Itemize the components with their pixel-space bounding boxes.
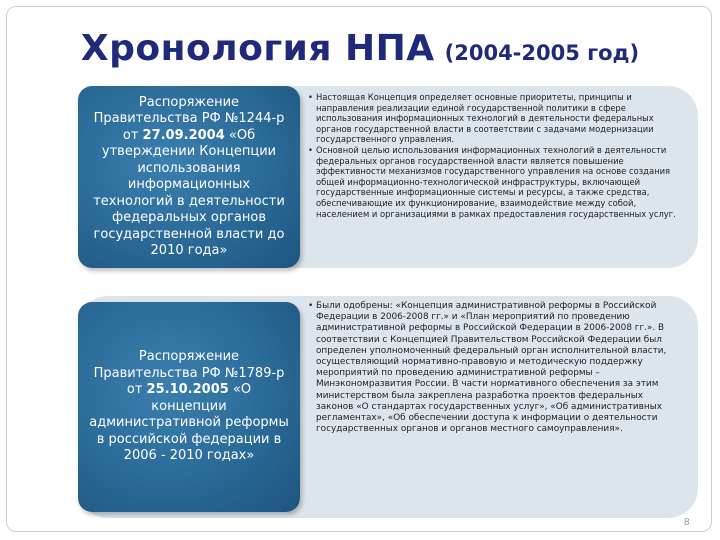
page-number: 8 [684, 517, 690, 528]
bullet-icon: • [308, 144, 313, 155]
bullet-item: • Были одобрены: «Концепция административной реформы в Российской Федерации в 2006-2008 гг.» и «План мероприятий по проведению административной реформы в Российской Федерации в 2006-2008 гг.». В соответствии с Концепцией Правительством Российской Федерации был определен уполномоченный федеральный орган исполнительной власти, осуществляющий нормативно-правовую и методическую поддержку мероприятий по проведению административной реформы – Минэкономразвития России. В части нормативного обеспечения за этим министерством была закреплена разработка проектов федеральных законов «О стандартах государственных услуг», «Об административных регламентах», «Об обеспечении доступа к информации о деятельности государственных органов и органов местного самоуправления». [308, 301, 667, 435]
description-text [308, 86, 680, 268]
title-sub: (2004-2005 год) [444, 41, 640, 65]
document-box [78, 86, 300, 268]
slide-title [0, 28, 720, 69]
bullet-item: • Настоящая Концепция определяет основные приоритеты, принципы и направления реализации единой государственной политики в сфере использования информационных технологий в деятельности федеральных органов государственной власти в соответствии с задачами модернизации государственного управления. [308, 92, 654, 145]
document-date: 25.10.2005 [146, 382, 229, 398]
bullet-icon: • [308, 92, 313, 102]
bullet-item: • Основной целью использования информационных технологий в деятельности федеральных органов государственной власти является повышение эффективности механизмов государственного управления на основе создания общей информационно-технологической инфраструктуры, включающей государственные информационные системы и ресурсы, а также средства, обеспечивающие их функционирование, взаимодействие между собой, населением и организациями в рамках предоставления государственных услуг. [308, 144, 676, 219]
timeline-row-2005 [78, 296, 698, 518]
title-main: Хронология НПА [80, 28, 435, 69]
document-title: Распоряжение Правительства РФ №1244-р от 27.09.2004 «Об утверждении Концепции использования информационных технологий в деятельности федеральных органов государственной власти до 2010 года» [93, 94, 285, 258]
document-date: 27.09.2004 [142, 127, 225, 143]
timeline-row-2004 [78, 86, 698, 268]
bullet-icon: • [308, 301, 314, 311]
description-text [308, 296, 680, 518]
document-title: Распоряжение Правительства РФ №1789-р от 25.10.2005 «О концепции административной реформы в российской федерации в 2006 - 2010 годах» [89, 349, 289, 464]
document-box [78, 302, 300, 512]
